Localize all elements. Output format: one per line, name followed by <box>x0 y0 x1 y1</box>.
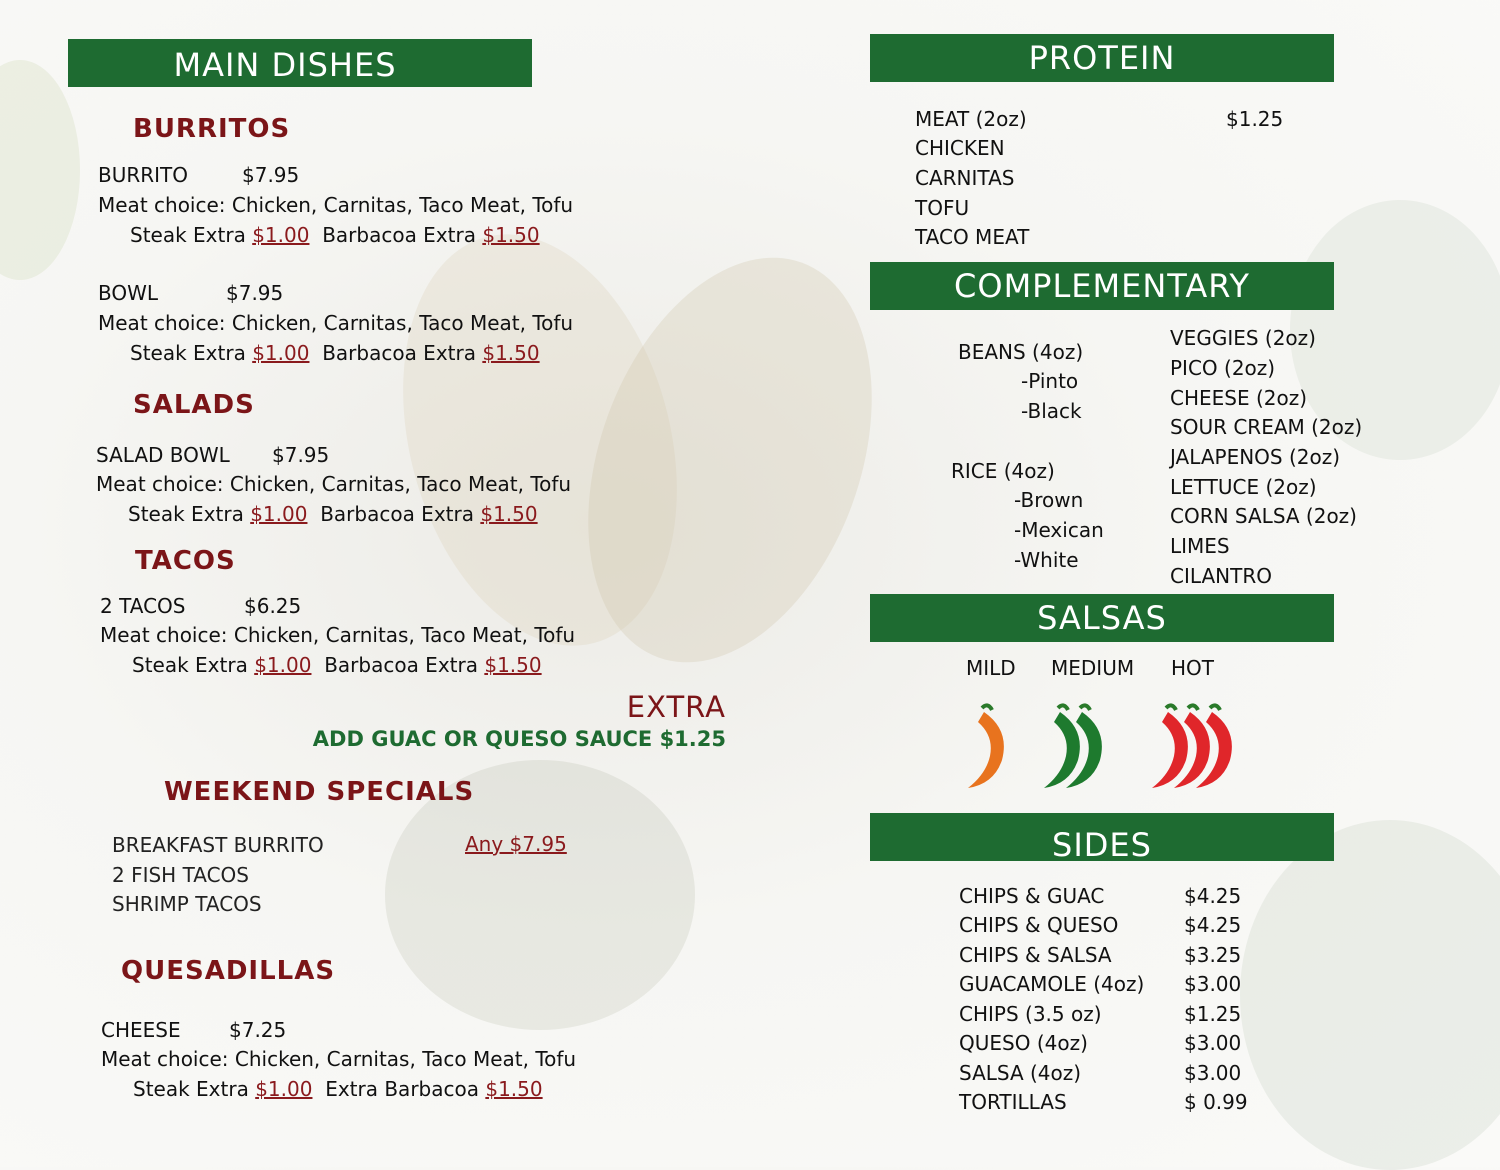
background-greens <box>1240 820 1500 1170</box>
bowl-extras <box>130 338 540 368</box>
protein-banner <box>870 34 1334 82</box>
complementary-item: JALAPENOS (2oz) <box>1170 445 1341 469</box>
sides-title: SIDES <box>1052 826 1152 864</box>
complementary-item: CORN SALSA (2oz) <box>1170 504 1357 528</box>
weekend-specials-price: Any $7.95 <box>465 832 567 856</box>
weekend-item-fish-tacos: 2 FISH TACOS <box>112 863 249 887</box>
complementary-item: VEGGIES (2oz) <box>1170 326 1316 350</box>
side-item-price: $4.25 <box>1184 913 1242 937</box>
side-item-name: CHIPS & GUAC <box>959 884 1105 908</box>
weekend-item-breakfast-burrito: BREAKFAST BURRITO <box>112 833 324 857</box>
barbacoa-extra-label: Barbacoa Extra <box>320 502 474 526</box>
complementary-item: SOUR CREAM (2oz) <box>1170 415 1363 439</box>
steak-extra-label: Steak Extra <box>130 223 246 247</box>
salad-meat-choice: Meat choice: Chicken, Carnitas, Taco Meat, Tofu <box>96 472 572 496</box>
green-chili-pepper-icon <box>1040 700 1118 792</box>
main-dishes-banner <box>68 39 532 87</box>
steak-extra-price: $1.00 <box>250 502 308 526</box>
red-chili-pepper-icon <box>1148 700 1252 792</box>
complementary-item: CILANTRO <box>1170 564 1272 588</box>
protein-item-carnitas: CARNITAS <box>915 166 1015 190</box>
extra-heading: EXTRA <box>626 690 726 724</box>
side-item-name: CHIPS & SALSA <box>959 943 1112 967</box>
barbacoa-extra-label: Barbacoa Extra <box>322 223 476 247</box>
quesadilla-meat-choice: Meat choice: Chicken, Carnitas, Taco Meat, Tofu <box>101 1047 577 1071</box>
beans-label: BEANS (4oz) <box>958 340 1084 364</box>
steak-extra-label: Steak Extra <box>128 502 244 526</box>
salad-bowl-name: SALAD BOWL <box>96 443 230 467</box>
quesadillas-heading: QUESADILLAS <box>121 956 336 986</box>
steak-extra-price: $1.00 <box>252 341 310 365</box>
salsas-banner <box>870 594 1334 642</box>
barbacoa-extra-price: $1.50 <box>482 341 540 365</box>
bowl-meat-choice: Meat choice: Chicken, Carnitas, Taco Meat, Tofu <box>98 311 574 335</box>
salsas-title: SALSAS <box>1037 599 1167 637</box>
protein-price: $1.25 <box>1226 107 1284 131</box>
bowl-price: $7.95 <box>226 281 284 305</box>
quesadilla-extras <box>133 1074 543 1104</box>
protein-item-meat: MEAT (2oz) <box>915 107 1027 131</box>
side-item-price: $3.00 <box>1184 972 1242 996</box>
weekend-item-shrimp-tacos: SHRIMP TACOS <box>112 892 262 916</box>
rice-option-mexican: -Mexican <box>1014 518 1104 542</box>
background-lime <box>0 60 80 280</box>
side-item-name: CHIPS (3.5 oz) <box>959 1002 1102 1026</box>
steak-extra-price: $1.00 <box>255 1077 313 1101</box>
complementary-title: COMPLEMENTARY <box>954 267 1250 305</box>
burrito-extras <box>130 220 540 250</box>
side-item-name: CHIPS & QUESO <box>959 913 1119 937</box>
side-item-price: $ 0.99 <box>1184 1090 1248 1114</box>
bowl-name: BOWL <box>98 281 159 305</box>
barbacoa-extra-price: $1.50 <box>480 502 538 526</box>
rice-option-brown: -Brown <box>1014 488 1084 512</box>
steak-extra-price: $1.00 <box>252 223 310 247</box>
complementary-item: PICO (2oz) <box>1170 356 1276 380</box>
beans-option-black: -Black <box>1021 399 1082 423</box>
burrito-name: BURRITO <box>98 163 189 187</box>
salad-extras <box>128 499 538 529</box>
side-item-name: QUESO (4oz) <box>959 1031 1088 1055</box>
side-item-name: TORTILLAS <box>959 1090 1067 1114</box>
tacos-heading: TACOS <box>135 546 236 576</box>
quesadilla-name: CHEESE <box>101 1018 181 1042</box>
salsa-level-hot: HOT <box>1171 656 1214 680</box>
barbacoa-extra-price: $1.50 <box>484 653 542 677</box>
burrito-meat-choice: Meat choice: Chicken, Carnitas, Taco Meat, Tofu <box>98 193 574 217</box>
side-item-price: $3.00 <box>1184 1031 1242 1055</box>
side-item-name: GUACAMOLE (4oz) <box>959 972 1145 996</box>
main-dishes-title: MAIN DISHES <box>173 46 397 84</box>
complementary-item: CHEESE (2oz) <box>1170 386 1308 410</box>
side-item-name: SALSA (4oz) <box>959 1061 1082 1085</box>
steak-extra-price: $1.00 <box>254 653 312 677</box>
steak-extra-label: Steak Extra <box>132 653 248 677</box>
background-tortilla-1 <box>360 204 720 677</box>
salsa-level-mild: MILD <box>966 656 1016 680</box>
protein-title: PROTEIN <box>1028 39 1176 77</box>
side-item-price: $4.25 <box>1184 884 1242 908</box>
protein-item-tofu: TOFU <box>915 196 970 220</box>
complementary-item: LETTUCE (2oz) <box>1170 475 1317 499</box>
background-tortilla-2 <box>536 218 924 702</box>
protein-item-chicken: CHICKEN <box>915 136 1005 160</box>
quesadilla-price: $7.25 <box>229 1018 287 1042</box>
side-item-price: $3.25 <box>1184 943 1242 967</box>
tacos-name: 2 TACOS <box>100 594 186 618</box>
weekend-specials-heading: WEEKEND SPECIALS <box>164 777 475 807</box>
burritos-heading: BURRITOS <box>133 114 291 144</box>
salad-bowl-price: $7.95 <box>272 443 330 467</box>
barbacoa-extra-label: Barbacoa Extra <box>322 341 476 365</box>
barbacoa-extra-price: $1.50 <box>485 1077 543 1101</box>
sides-banner <box>870 813 1334 864</box>
orange-chili-pepper-icon <box>962 700 1012 792</box>
side-item-price: $3.00 <box>1184 1061 1242 1085</box>
barbacoa-extra-label: Barbacoa Extra <box>324 653 478 677</box>
tacos-meat-choice: Meat choice: Chicken, Carnitas, Taco Meat, Tofu <box>100 623 576 647</box>
barbacoa-extra-price: $1.50 <box>482 223 540 247</box>
salsa-level-medium: MEDIUM <box>1051 656 1135 680</box>
extra-text: ADD GUAC OR QUESO SAUCE $1.25 <box>312 727 726 751</box>
barbacoa-extra-label: Extra Barbacoa <box>325 1077 479 1101</box>
complementary-item: LIMES <box>1170 534 1230 558</box>
complementary-banner <box>870 262 1334 310</box>
steak-extra-label: Steak Extra <box>130 341 246 365</box>
rice-label: RICE (4oz) <box>951 459 1055 483</box>
beans-option-pinto: -Pinto <box>1021 369 1079 393</box>
salads-heading: SALADS <box>133 390 255 420</box>
burrito-price: $7.95 <box>242 163 300 187</box>
rice-option-white: -White <box>1014 548 1079 572</box>
tacos-price: $6.25 <box>244 594 302 618</box>
side-item-price: $1.25 <box>1184 1002 1242 1026</box>
steak-extra-label: Steak Extra <box>133 1077 249 1101</box>
protein-item-taco-meat: TACO MEAT <box>915 225 1030 249</box>
tacos-extras <box>132 650 542 680</box>
